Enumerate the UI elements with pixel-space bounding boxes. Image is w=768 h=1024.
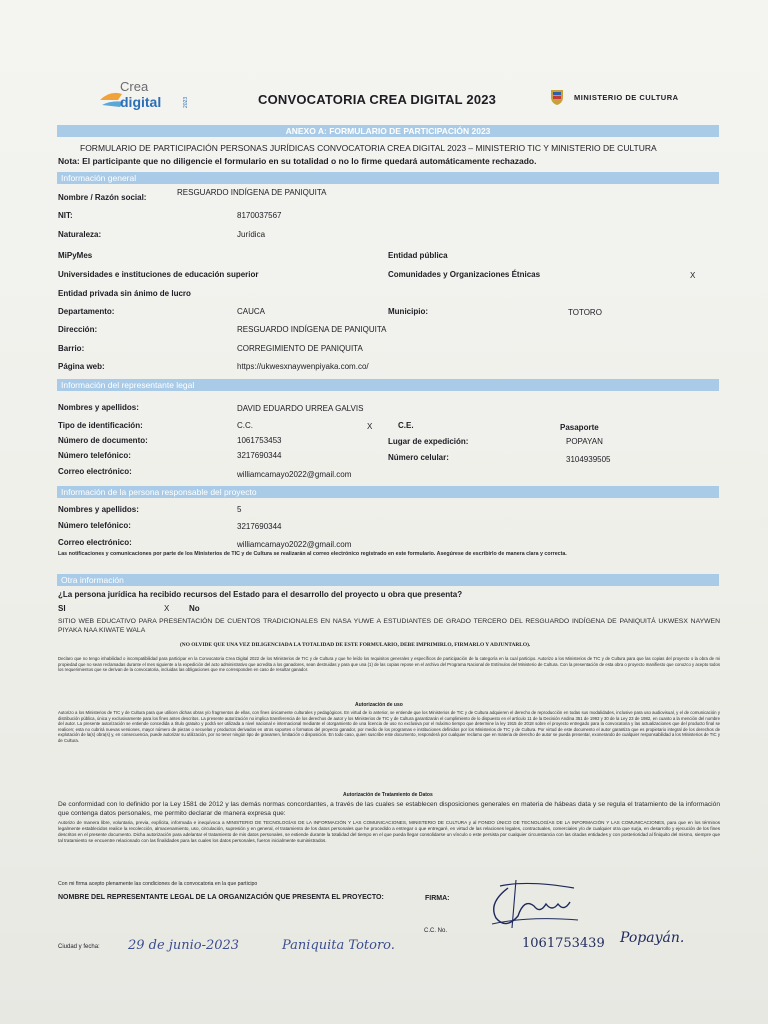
neighborhood-value[interactable]: CORREGIMIENTO DE PANIQUITA xyxy=(237,344,363,353)
city-date-label: Ciudad y fecha: xyxy=(58,944,100,950)
communities-mark[interactable]: X xyxy=(690,271,696,280)
pm-email-value[interactable]: williamcamayo2022@gmail.com xyxy=(237,540,352,549)
id-type-cc-mark[interactable]: X xyxy=(367,422,373,431)
cell-label: Número celular: xyxy=(388,453,449,462)
id-type-label: Tipo de identificación: xyxy=(58,421,143,430)
answer-yes[interactable]: SI xyxy=(58,604,66,613)
authorization-title: Autorización de uso xyxy=(355,702,403,708)
section-other-header: Otra información xyxy=(57,574,719,586)
answer-mark[interactable]: X xyxy=(164,604,170,613)
web-value[interactable]: https://ukwesxnaywenpiyaka.com.co/ xyxy=(237,362,369,371)
answer-no[interactable]: No xyxy=(189,604,200,613)
handwritten-date[interactable]: 29 de junio-2023 xyxy=(128,938,240,953)
logo-crea: Crea xyxy=(120,79,149,94)
project-name: SITIO WEB EDUCATIVO PARA PRESENTACIÓN DE CUENTOS TRADICIONALES EN NASA YUWE A ESTUDIANTES DE GRADO TERCERO DEL RESGUARDO INDÍGENA DE PANIQUITÁ UKWESX NAYWEN PIYAKA NAA KIWATE WALA xyxy=(58,618,720,634)
neighborhood-label: Barrio: xyxy=(58,344,85,353)
name-value[interactable]: RESGUARDO INDÍGENA DE PANIQUITA xyxy=(177,188,327,197)
universities-option[interactable]: Universidades e instituciones de educación superior xyxy=(58,270,259,279)
ministry-header xyxy=(548,88,679,106)
cell-value[interactable]: 3104939505 xyxy=(566,455,611,464)
nit-label: NIT: xyxy=(58,211,73,220)
cc-no-label: C.C. No. xyxy=(424,928,448,934)
state-resources-question: ¿La persona jurídica ha recibido recursos del Estado para el desarrollo del proyecto u obra que presenta? xyxy=(58,590,463,599)
rep-name-signature-label: NOMBRE DEL REPRESENTANTE LEGAL DE LA ORGANIZACIÓN QUE PRESENTA EL PROYECTO: xyxy=(58,894,384,901)
id-type-cc[interactable]: C.C. xyxy=(237,421,253,430)
rep-email-label: Correo electrónico: xyxy=(58,467,132,476)
print-reminder: (NO OLVIDE QUE UNA VEZ DILIGENCIADA LA TOTALIDAD DE ESTE FORMULARIO, DEBE IMPRIMIRLO, FIRMARLO Y ADJUNTARLO). xyxy=(180,642,531,648)
firma-label: FIRMA: xyxy=(425,895,450,902)
data-treatment-text: Autorizo de manera libre, voluntaria, previa, explícita, informada e inequívoca a MINISTERIO DE TECNOLOGÍAS DE LA INFORMACIÓN Y LAS COMUNICACIONES, MINISTERIO DE CULTURA y al FONDO ÚNICO DE TECNOLOGÍAS DE LA INFORMACIÓN Y LAS COMUNICACIONES, para que en los términos legalmente establecidos realice la recolección, almacenamiento, uso, circulación, supresión y en general, el tratamiento de los datos personales que he procedido a entregar o que entregaré, en virtud de las relaciones legales, contractuales, comerciales y/o de cualquier otra que surja, en desarrollo y ejecución de los fines descritos en el presente documento. Dicha autorización para adelantar el tratamiento de mis datos personales, se extiende durante la totalidad del tiempo en el que pueda llegar consolidarse un vínculo o este persista por cualquier circunstancia con las citadas entidades y con posterioridad al finiquito del mismo, siempre que tal tratamiento se encuentre relacionado con las finalidades para las cuales los datos personales, fueron inicialmente suministrados. xyxy=(58,820,720,843)
data-treatment-title: Autorización de Tratamiento de Datos xyxy=(343,792,433,798)
name-label: Nombre / Razón social: xyxy=(58,193,147,202)
mipymes-option[interactable]: MiPyMes xyxy=(58,251,93,260)
logo-digital: digital xyxy=(120,94,162,110)
nit-value[interactable]: 8170037567 xyxy=(237,211,282,220)
ministry-name: MINISTERIO DE CULTURA xyxy=(574,92,679,102)
signature-drawing xyxy=(478,858,588,938)
pm-phone-label: Número telefónico: xyxy=(58,521,131,530)
pm-name-value[interactable]: 5 xyxy=(237,505,242,514)
municipality-label: Municipio: xyxy=(388,307,428,316)
nature-value[interactable]: Jurídica xyxy=(237,230,266,239)
communities-option[interactable]: Comunidades y Organizaciones Étnicas xyxy=(388,270,541,279)
nature-label: Naturaleza: xyxy=(58,230,102,239)
form-note: Nota: El participante que no diligencie el formulario en su totalidad o no lo firme quedará automáticamente rechazado. xyxy=(58,156,537,166)
rep-name-value[interactable]: DAVID EDUARDO URREA GALVIS xyxy=(237,404,364,413)
logo-year: 2023 xyxy=(183,96,189,108)
address-value[interactable]: RESGUARDO INDÍGENA DE PANIQUITA xyxy=(237,325,387,334)
department-label: Departamento: xyxy=(58,307,115,316)
exp-place-label: Lugar de expedición: xyxy=(388,437,469,446)
private-entity-option[interactable]: Entidad privada sin ánimo de lucro xyxy=(58,289,191,298)
pm-phone-value[interactable]: 3217690344 xyxy=(237,522,282,531)
rep-email-value[interactable]: williamcamayo2022@gmail.com xyxy=(237,470,352,479)
doc-number-label: Número de documento: xyxy=(58,436,148,445)
department-value[interactable]: CAUCA xyxy=(237,307,266,316)
section-legal-rep-header: Información del representante legal xyxy=(57,379,719,391)
exp-place-value[interactable]: POPAYAN xyxy=(566,437,603,446)
section-general-header: Información general xyxy=(57,172,719,184)
signature-accept: Con mi firma acepto plenamente las condiciones de la convocatoria en la que participo xyxy=(58,881,258,887)
section-project-manager-header: Información de la persona responsable del proyecto xyxy=(57,486,719,498)
handwritten-cc[interactable]: 1061753439 xyxy=(522,936,605,951)
web-label: Página web: xyxy=(58,362,105,371)
doc-number-value[interactable]: 1061753453 xyxy=(237,436,282,445)
municipality-value[interactable]: TOTORO xyxy=(568,308,602,317)
pm-name-label: Nombres y apellidos: xyxy=(58,505,139,514)
pm-email-label: Correo electrónico: xyxy=(58,538,132,547)
document-title: CONVOCATORIA CREA DIGITAL 2023 xyxy=(258,92,497,107)
address-label: Dirección: xyxy=(58,325,98,334)
data-treatment-intro: De conformidad con lo definido por la Ley 1581 de 2012 y las demás normas concordantes, a través de las cuales se establecen disposiciones generales en materia de hábeas data y se regula el tratamiento de la información que contenga datos personales, me permito declarar de manera expresa que: xyxy=(58,801,720,817)
id-type-ce[interactable]: C.E. xyxy=(398,421,414,430)
annex-title: ANEXO A: FORMULARIO DE PARTICIPACIÓN 2023 xyxy=(57,125,719,137)
rep-name-label: Nombres y apellidos: xyxy=(58,403,139,412)
id-type-passport[interactable]: Pasaporte xyxy=(560,423,599,432)
rep-phone-label: Número telefónico: xyxy=(58,451,131,460)
authorization-text: Autorizo a los Ministerios de TIC y de Cultura para que utilicen dichas obras y/o fragmentos de ellas, con fines únicamente culturales y pedagógicos. En virtud de lo anterior, se entiende que los Ministerios de TIC y de Cultura adquieren el derecho de reproducción en todas sus modalidades, inclusive para uso audiovisual, y el de comunicación y distribución pública, única y exclusivamente para los fines antes descritos. La presente autorización no implica transferencia de los derechos de autor y los Ministerios de TIC y de Cultura garantizarán el cumplimiento de lo dispuesto en el artículo 11 de la Decisión Andina 351 de 1993 y 30 de la Ley 23 de 1982, en cuanto a la mención del nombre del autor. La presente autorización se entiende concedida a título gratuito y podrá ser utilizada a nivel nacional e internacional mediante el otorgamiento de una licencia de uso no exclusiva por el máximo tiempo que determine la ley 1915 de 2018 sobre el proyecto entregado para la convocatoria y las actualizaciones que del producto final se realicen; esta no cubrirá nuevas versiones, mayor número de piezas o secuelas y productos derivados en otros soportes o formatos del proyecto ganador, por medio de los programas e instituciones definidos por los Ministerios de TIC y de Cultura. Por virtud de este documento el autor garantiza que es propietario integral de los derechos de explotación de la(s) obra(s) y, en consecuencia, puede autorizar su utilización, por no tener ningún tipo de gravamen, limitación o disposición. En todo caso, quien suscribe este documento, responderá por cualquier reclamo que en materia de derecho de autor se pueda presentar, exonerando de cualquier responsabilidad a los Ministerios de TIC y de Cultura. xyxy=(58,710,720,743)
coat-of-arms-icon xyxy=(548,88,566,106)
form-subtitle: FORMULARIO DE PARTICIPACIÓN PERSONAS JURÍDICAS CONVOCATORIA CREA DIGITAL 2023 – MINISTERIO TIC Y MINISTERIO DE CULTURA xyxy=(80,143,657,153)
handwritten-place[interactable]: Paniquita Totoro. xyxy=(282,938,395,953)
notifications-notice: Las notificaciones y comunicaciones por parte de los Ministerios de TIC y de Cultura se realizarán al correo electrónico registrado en este formulario. Asegúrese de escribirlo de manera clara y correcta. xyxy=(58,551,567,557)
crea-digital-logo xyxy=(98,78,198,114)
declaration-text: Declaro que no tengo inhabilidad o incompatibilidad para participar en la Convocatoria Crea Digital 2022 de los Ministerios de TIC y de Cultura y que he leído los requisitos generales y específicos de participación de la categoría en la cual participo. Autorizo a los Ministerios de TIC y de Cultura para que las copias del proyecto o la obra de mi propiedad que no sean reclamadas durante el mes siguiente a la expedición del acto administrativo que acredita a los ganadores, sean destruidas y para que una (1) de las copias repose en el archivo del Programa Nacional de Estímulos del Ministerio de Cultura. Con la presentación de esta obra o proyecto manifiesto que conozco y acepto todos los requerimientos que se derivan de la convocatoria, incluidas las obligaciones que me corresponden en caso de resultar ganador. xyxy=(58,656,720,673)
handwritten-city[interactable]: Popayán. xyxy=(620,930,685,946)
rep-phone-value[interactable]: 3217690344 xyxy=(237,451,282,460)
public-entity-option[interactable]: Entidad pública xyxy=(388,251,448,260)
